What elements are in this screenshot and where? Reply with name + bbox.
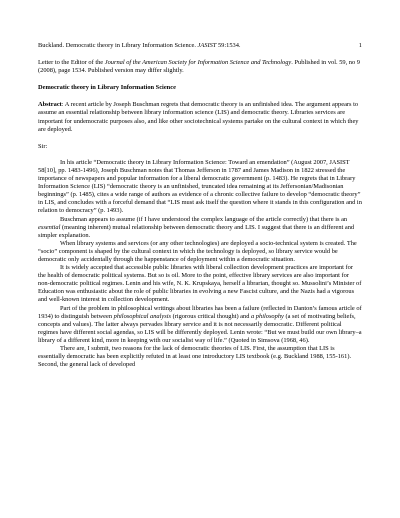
citation-volume: 59:1534.: [216, 42, 241, 49]
page-number: 1: [358, 42, 362, 49]
paragraph-5-text-mid: (rigorous critical thought) and: [170, 312, 252, 320]
publication-note: [38, 59, 362, 75]
citation-journal: JASIST: [197, 42, 217, 49]
citation-text: Buckland. Democratic theory in Library Information Science.: [38, 42, 198, 49]
citation: [38, 42, 241, 49]
paragraph-2-text-end: (meaning inherent) mutual relationship between democratic theory and LIS. I suggest that there is an different and simpler explanation.: [38, 223, 355, 239]
paragraph-1: In his article “Democratic theory in Library Information Science: Toward an emendation” (August 2007, JASIST 58[10], pp. 1483-1496), Joseph Buschman notes that Thomas Jefferson in 1787 and James Madison in 1822 stressed the importance of newspapers and popular information for a liberal democratic government (p. 1483). He regrets that in Library Information Science (LIS) “democratic theory is an unfinished, truncated idea remaining at its Jeffersonian/Madisonian beginnings” (p. 1485), cites a wide range of authors as evidence of a chronic collective failure to develop “democratic theory” in LIS, and concludes with a forceful demand that “LIS must ask itself the question where it stands in this configuration and in relation to democracy” (p. 1493).: [38, 158, 362, 215]
paragraph-2-text: Buschman appears to assume (if I have understood the complex language of the article correctly) that there is an: [60, 215, 348, 223]
journal-name: Journal of the American Society for Information Science and Technology: [104, 59, 292, 67]
running-header: [38, 42, 362, 50]
article-title: Democratic theory in Library Information Science: [38, 84, 176, 92]
abstract-text: : A recent article by Joseph Buschman regrets that democratic theory is an unfinished idea. The argument appears to assume an essential relationship between library information science (LIS) and democratic theory. Libraries services are important for undemocratic purposes also, and like other sociotechnical systems partake on the cultural context in which they are deployed.: [38, 101, 359, 133]
paragraph-6: There are, I submit, two reasons for the lack of democratic theories of LIS. First, the assumption that LIS is essentially democratic has been explicitly refuted in at least one introductory LIS textbook (e.g. Buckland 1988, 155-161). Second, the general lack of developed: [38, 345, 352, 369]
letter-body: [38, 159, 362, 369]
publication-note-text: Letter to the Editor of the: [38, 59, 105, 67]
paragraph-5-text-end: (a set of motivating beliefs, concepts and values). The latter always pervades library service and it is not necessarily democratic. Different political regimes have different social agendas, so LIS will be differently deployed. Lenin wrote: “But we must build our own library–a library of a different kind, more in keeping with our socialist way of life.” (Quoted in Simsova (1968, 46).: [38, 312, 362, 344]
abstract: [38, 101, 362, 133]
paragraph-4: It is widely accepted that accessible public libraries with liberal collection development practices are important for the health of democratic political systems. But so is oil. More to the point, effective library services are also important for non-democratic political regimes. Lenin and his wife, N. K. Krupskaya, herself a librarian, thought so. Mussolini’s Minister of Education was enthusiastic about the role of public libraries in evolving a new Fascist culture, and the Nazis had a vigorous and well-known interest in collection development.: [38, 264, 362, 304]
paragraph-3: When library systems and services (or any other technologies) are deployed a socio-technical system is created. The “socio” component is shaped by the cultural context in which the technology is deployed, so library service would be democratic only accidentally through the happenstance of deployment within a democratic situation.: [38, 239, 357, 263]
paragraph-5: [38, 305, 362, 345]
salutation: Sir:: [38, 142, 48, 150]
emphasis-a-philosophy: a philosophy: [251, 312, 284, 320]
emphasis-essential: essential: [38, 223, 61, 231]
publication-note-details: . Published in vol. 59, no 9 (2008), page 1534. Published version may differ slightly.: [38, 59, 360, 75]
paragraph-5-text: Part of the problem in philosophical writings about libraries has been a failure (reflected in Danton’s famous article of 1934) to distinguish between: [38, 304, 362, 320]
abstract-label: Abstract: [38, 101, 62, 109]
paragraph-2: [38, 216, 362, 240]
emphasis-philosophical-analysis: philosophical analysis: [113, 312, 171, 320]
